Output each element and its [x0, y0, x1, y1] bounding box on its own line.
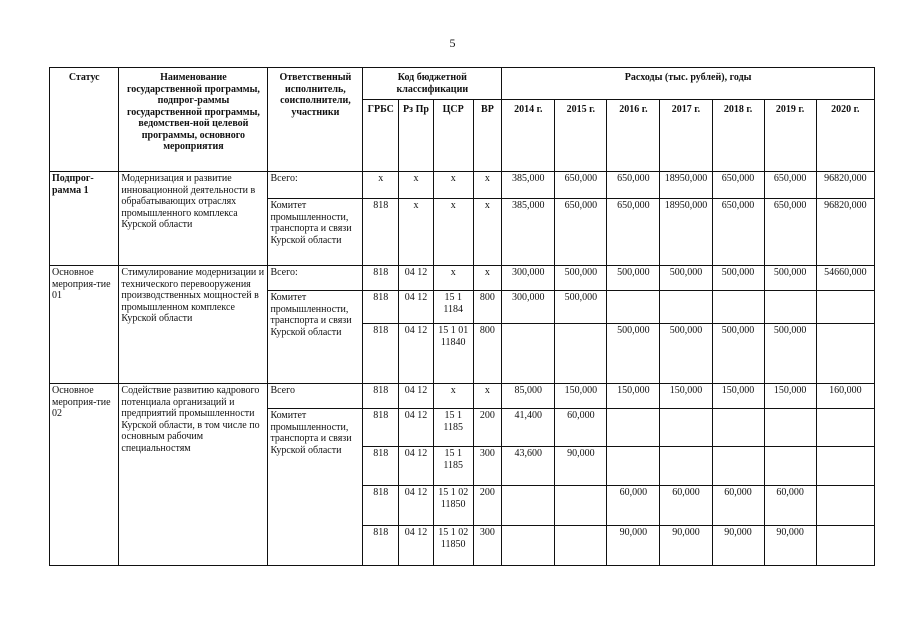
header-year: 2019 г. [764, 100, 816, 172]
rzpr-cell: 04 12 [399, 384, 434, 409]
value-cell: 385,000 [502, 172, 555, 199]
csr-cell: x [433, 384, 473, 409]
executor-cell: Всего: [268, 172, 363, 199]
value-cell: 18950,000 [660, 199, 712, 266]
rzpr-cell: 04 12 [399, 447, 434, 486]
value-cell: 650,000 [712, 199, 764, 266]
value-cell: 41,400 [502, 409, 555, 447]
value-cell: 300,000 [502, 266, 555, 291]
grbs-cell: 818 [363, 526, 399, 566]
status-cell: Подпрог-рамма 1 [50, 172, 119, 266]
value-cell: 500,000 [555, 266, 607, 291]
table-row [50, 266, 875, 291]
value-cell: 60,000 [607, 486, 660, 526]
value-cell: 385,000 [502, 199, 555, 266]
value-cell [712, 409, 764, 447]
header-year: 2018 г. [712, 100, 764, 172]
csr-cell: 15 1 01 11840 [433, 324, 473, 384]
grbs-cell: 818 [363, 291, 399, 324]
header-program-name: Наименование государственной программы, подпрог-раммы государственной программы, ведомствен-ной целевой программы, основного мероприятия [119, 68, 268, 172]
header-status: Статус [50, 68, 119, 172]
rzpr-cell: 04 12 [399, 266, 434, 291]
value-cell [816, 324, 874, 384]
value-cell: 18950,000 [660, 172, 712, 199]
value-cell [764, 409, 816, 447]
rzpr-cell: 04 12 [399, 409, 434, 447]
grbs-cell: 818 [363, 384, 399, 409]
value-cell: 300,000 [502, 291, 555, 324]
value-cell [764, 447, 816, 486]
value-cell: 60,000 [555, 409, 607, 447]
value-cell [502, 324, 555, 384]
csr-cell: x [433, 172, 473, 199]
csr-cell: x [433, 266, 473, 291]
csr-cell: 15 1 1185 [433, 409, 473, 447]
header-expenses: Расходы (тыс. рублей), годы [502, 68, 875, 100]
value-cell: 160,000 [816, 384, 874, 409]
vr-cell: x [473, 199, 502, 266]
value-cell: 60,000 [660, 486, 712, 526]
rzpr-cell: 04 12 [399, 291, 434, 324]
vr-cell: x [473, 384, 502, 409]
value-cell [607, 447, 660, 486]
value-cell: 650,000 [764, 172, 816, 199]
value-cell: 650,000 [764, 199, 816, 266]
value-cell [555, 324, 607, 384]
grbs-cell: 818 [363, 409, 399, 447]
value-cell [660, 409, 712, 447]
value-cell [816, 486, 874, 526]
rzpr-cell: x [399, 199, 434, 266]
grbs-cell: 818 [363, 266, 399, 291]
rzpr-cell: 04 12 [399, 486, 434, 526]
value-cell: 90,000 [660, 526, 712, 566]
value-cell [660, 447, 712, 486]
value-cell [816, 526, 874, 566]
value-cell: 60,000 [712, 486, 764, 526]
value-cell [816, 291, 874, 324]
value-cell: 500,000 [764, 266, 816, 291]
header-year: 2016 г. [607, 100, 660, 172]
value-cell [502, 526, 555, 566]
csr-cell: 15 1 1184 [433, 291, 473, 324]
grbs-cell: 818 [363, 486, 399, 526]
value-cell [607, 409, 660, 447]
value-cell [555, 486, 607, 526]
value-cell: 500,000 [764, 324, 816, 384]
program-name-cell: Стимулирование модернизации и технического перевооружения производственных мощностей в промышленном комплексе Курской области [119, 266, 268, 384]
value-cell: 500,000 [712, 266, 764, 291]
value-cell: 150,000 [660, 384, 712, 409]
value-cell: 650,000 [607, 199, 660, 266]
header-year: 2020 г. [816, 100, 874, 172]
value-cell: 500,000 [607, 266, 660, 291]
header-responsible: Ответственный исполнитель, соисполнители, участники [268, 68, 363, 172]
program-name-cell: Модернизация и развитие инновационной деятельности в обрабатывающих отраслях промышленного комплекса Курской области [119, 172, 268, 266]
value-cell [712, 447, 764, 486]
value-cell: 500,000 [607, 324, 660, 384]
csr-cell: 15 1 02 11850 [433, 486, 473, 526]
value-cell: 96820,000 [816, 172, 874, 199]
value-cell: 90,000 [712, 526, 764, 566]
executor-cell: Всего [268, 384, 363, 409]
value-cell [502, 486, 555, 526]
header-rzpr: Рз Пр [399, 100, 434, 172]
value-cell: 650,000 [607, 172, 660, 199]
csr-cell: x [433, 199, 473, 266]
vr-cell: x [473, 266, 502, 291]
value-cell: 85,000 [502, 384, 555, 409]
value-cell: 500,000 [712, 324, 764, 384]
header-year: 2014 г. [502, 100, 555, 172]
rzpr-cell: 04 12 [399, 324, 434, 384]
grbs-cell: x [363, 172, 399, 199]
value-cell: 54660,000 [816, 266, 874, 291]
value-cell: 96820,000 [816, 199, 874, 266]
value-cell [712, 291, 764, 324]
header-grbs: ГРБС [363, 100, 399, 172]
value-cell [816, 409, 874, 447]
vr-cell: 800 [473, 324, 502, 384]
value-cell: 90,000 [607, 526, 660, 566]
value-cell: 43,600 [502, 447, 555, 486]
header-csr: ЦСР [433, 100, 473, 172]
value-cell: 650,000 [555, 199, 607, 266]
value-cell [555, 526, 607, 566]
vr-cell: x [473, 172, 502, 199]
executor-cell: Комитет промышленности, транспорта и связи Курской области [268, 199, 363, 266]
vr-cell: 200 [473, 409, 502, 447]
header-year: 2017 г. [660, 100, 712, 172]
value-cell: 150,000 [764, 384, 816, 409]
value-cell: 150,000 [712, 384, 764, 409]
value-cell [660, 291, 712, 324]
value-cell: 90,000 [555, 447, 607, 486]
grbs-cell: 818 [363, 447, 399, 486]
executor-cell: Комитет промышленности, транспорта и связи Курской области [268, 409, 363, 566]
value-cell: 650,000 [712, 172, 764, 199]
vr-cell: 300 [473, 526, 502, 566]
csr-cell: 15 1 1185 [433, 447, 473, 486]
grbs-cell: 818 [363, 324, 399, 384]
csr-cell: 15 1 02 11850 [433, 526, 473, 566]
value-cell: 150,000 [555, 384, 607, 409]
executor-cell: Всего: [268, 266, 363, 291]
value-cell: 90,000 [764, 526, 816, 566]
header-vr: ВР [473, 100, 502, 172]
value-cell: 150,000 [607, 384, 660, 409]
grbs-cell: 818 [363, 199, 399, 266]
table-row [50, 384, 875, 409]
value-cell: 500,000 [660, 324, 712, 384]
vr-cell: 300 [473, 447, 502, 486]
value-cell [816, 447, 874, 486]
value-cell [607, 291, 660, 324]
status-cell: Основное мероприя-тие 02 [50, 384, 119, 566]
rzpr-cell: 04 12 [399, 526, 434, 566]
vr-cell: 200 [473, 486, 502, 526]
value-cell: 500,000 [555, 291, 607, 324]
value-cell: 500,000 [660, 266, 712, 291]
rzpr-cell: x [399, 172, 434, 199]
status-cell: Основное мероприя-тие 01 [50, 266, 119, 384]
value-cell [764, 291, 816, 324]
header-budget-code: Код бюджетной классификации [363, 68, 502, 100]
value-cell: 650,000 [555, 172, 607, 199]
program-name-cell: Содействие развитию кадрового потенциала организаций и предприятий промышленности Курской области, в том числе по основным рабочим специальностям [119, 384, 268, 566]
table-row [50, 172, 875, 199]
value-cell: 60,000 [764, 486, 816, 526]
page-number: 5 [449, 36, 456, 50]
executor-cell: Комитет промышленности, транспорта и связи Курской области [268, 291, 363, 384]
vr-cell: 800 [473, 291, 502, 324]
header-year: 2015 г. [555, 100, 607, 172]
budget-table [49, 67, 875, 566]
